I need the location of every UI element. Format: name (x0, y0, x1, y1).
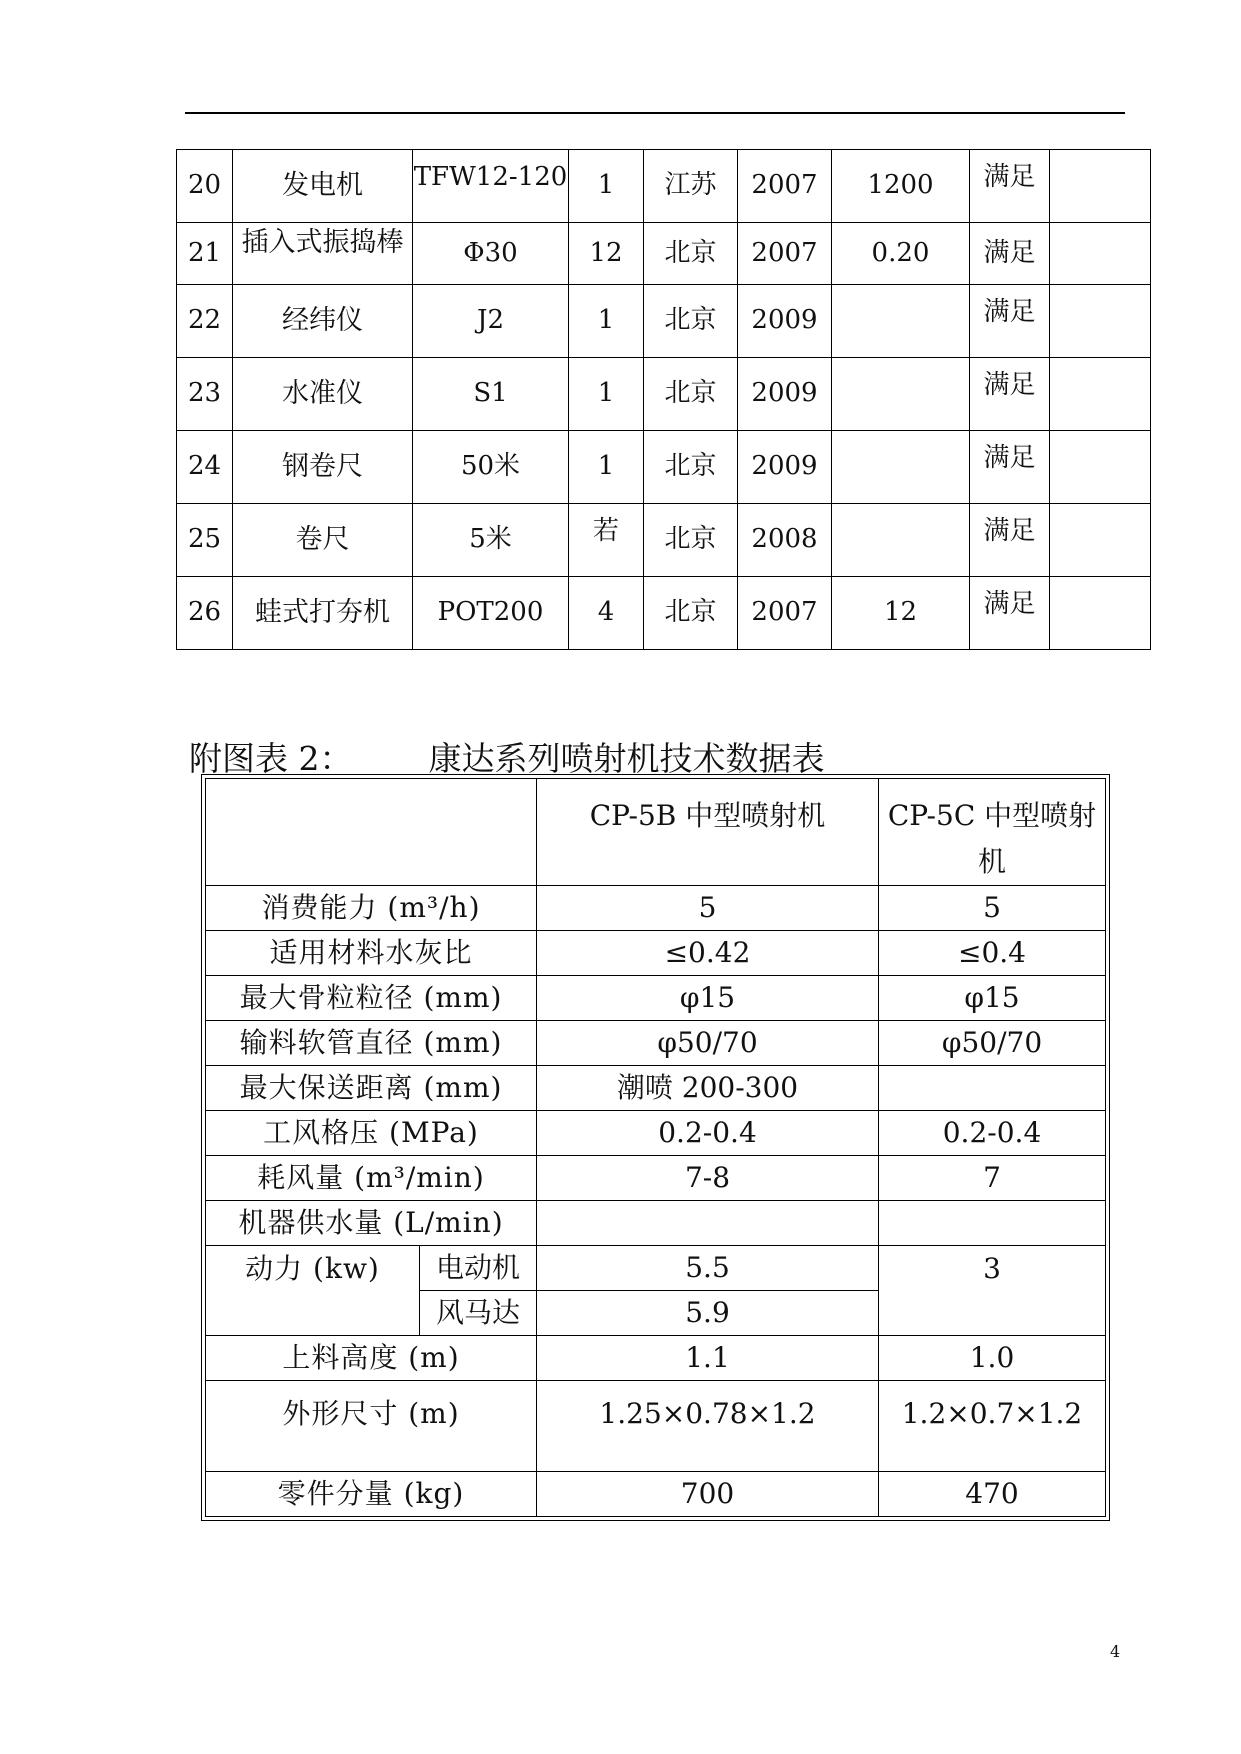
spec-label: 外形尺寸 (m) (206, 1381, 537, 1472)
equipment-status: 满足 (970, 150, 1050, 223)
header-model-cp5c: CP-5C 中型喷射机 (879, 779, 1106, 886)
header-blank (206, 779, 537, 886)
equipment-year: 2007 (738, 577, 832, 650)
equipment-model: POT200 (413, 577, 569, 650)
equipment-qty: 1 (569, 358, 644, 431)
equipment-name: 蛙式打夯机 (233, 577, 413, 650)
equipment-origin: 北京 (644, 223, 738, 285)
equipment-qty: 1 (569, 150, 644, 223)
header-model-cp5b: CP-5B 中型喷射机 (537, 779, 879, 886)
spec-value-cp5c: 470 (879, 1472, 1106, 1517)
equipment-model: J2 (413, 285, 569, 358)
equipment-model: S1 (413, 358, 569, 431)
table-row (206, 976, 1106, 1021)
equipment-origin: 北京 (644, 431, 738, 504)
spec-value-cp5b: 1.1 (537, 1336, 879, 1381)
spec-label: 输料软管直径 (mm) (206, 1021, 537, 1066)
equipment-origin: 北京 (644, 285, 738, 358)
equipment-status: 满足 (970, 504, 1050, 577)
equipment-status: 满足 (970, 223, 1050, 285)
spec-value-cp5b: 700 (537, 1472, 879, 1517)
spec-value-cp5b: φ50/70 (537, 1021, 879, 1066)
row-number: 24 (177, 431, 233, 504)
equipment-qty: 4 (569, 577, 644, 650)
spec-label: 消费能力 (m³/h) (206, 886, 537, 931)
spec-value-cp5b: 5.5 (537, 1246, 879, 1291)
table-row (177, 285, 1151, 358)
spec-value-cp5c: φ15 (879, 976, 1106, 1021)
table-row (206, 1021, 1106, 1066)
power-label: 动力 (kw) (206, 1246, 420, 1336)
page-number: 4 (1110, 1642, 1121, 1661)
equipment-year: 2007 (738, 150, 832, 223)
spec-value-cp5c (879, 1201, 1106, 1246)
equipment-status: 满足 (970, 431, 1050, 504)
row-number: 20 (177, 150, 233, 223)
spec-value-cp5c: 0.2-0.4 (879, 1111, 1106, 1156)
equipment-year: 2009 (738, 431, 832, 504)
equipment-name (233, 223, 413, 285)
spec-label: 最大骨粒粒径 (mm) (206, 976, 537, 1021)
equipment-model: 50米 (413, 431, 569, 504)
table-row (177, 504, 1151, 577)
table-row (206, 1201, 1106, 1246)
equipment-qty: 若 (569, 504, 644, 577)
spec-value-cp5c: 1.0 (879, 1336, 1106, 1381)
row-number: 21 (177, 223, 233, 285)
spec-label: 零件分量 (kg) (206, 1472, 537, 1517)
equipment-remark (1050, 577, 1151, 650)
spec-table-frame (201, 774, 1110, 1521)
spec-value-cp5b: 1.25×0.78×1.2 (537, 1381, 879, 1472)
spec-value-cp5b: ≤0.42 (537, 931, 879, 976)
equipment-name: 经纬仪 (233, 285, 413, 358)
equipment-remark (1050, 285, 1151, 358)
spec-value-cp5b: 5 (537, 886, 879, 931)
equipment-power: 12 (832, 577, 970, 650)
table-row (177, 358, 1151, 431)
row-number: 22 (177, 285, 233, 358)
table-row (177, 150, 1151, 223)
equipment-name: 发电机 (233, 150, 413, 223)
equipment-table (176, 149, 1151, 650)
spec-value-cp5c: 3 (879, 1246, 1106, 1336)
equipment-remark (1050, 223, 1151, 285)
table-row (177, 223, 1151, 285)
spec-value-cp5c: 1.2×0.7×1.2 (879, 1381, 1106, 1472)
equipment-qty: 1 (569, 431, 644, 504)
spec-label: 工风格压 (MPa) (206, 1111, 537, 1156)
equipment-qty: 1 (569, 285, 644, 358)
power-sub-label: 风马达 (420, 1291, 537, 1336)
equipment-power (832, 358, 970, 431)
equipment-remark (1050, 358, 1151, 431)
equipment-power (832, 285, 970, 358)
equipment-status: 满足 (970, 577, 1050, 650)
header-row (206, 779, 1106, 886)
equipment-year: 2007 (738, 223, 832, 285)
spec-value-cp5b: φ15 (537, 976, 879, 1021)
equipment-remark (1050, 150, 1151, 223)
spec-value-cp5c: ≤0.4 (879, 931, 1106, 976)
equipment-model: TFW12-120 (413, 150, 569, 223)
equipment-origin: 北京 (644, 577, 738, 650)
equipment-status: 满足 (970, 358, 1050, 431)
table-row (206, 1246, 1106, 1291)
equipment-power (832, 504, 970, 577)
spec-value-cp5c: φ50/70 (879, 1021, 1106, 1066)
equipment-origin: 北京 (644, 504, 738, 577)
table-row (206, 886, 1106, 931)
equipment-name: 水准仪 (233, 358, 413, 431)
table-row (177, 577, 1151, 650)
equipment-remark (1050, 431, 1151, 504)
spec-table (205, 778, 1106, 1517)
equipment-model: 5米 (413, 504, 569, 577)
caption-title: 康达系列喷射机技术数据表 (428, 739, 825, 778)
spec-value-cp5c (879, 1066, 1106, 1111)
table-row (206, 1472, 1106, 1517)
row-number: 26 (177, 577, 233, 650)
equipment-year: 2009 (738, 285, 832, 358)
equipment-model: Φ30 (413, 223, 569, 285)
table-row (206, 1111, 1106, 1156)
equipment-qty: 12 (569, 223, 644, 285)
equipment-year: 2009 (738, 358, 832, 431)
spec-value-cp5b (537, 1201, 879, 1246)
spec-value-cp5c: 5 (879, 886, 1106, 931)
spec-value-cp5b: 0.2-0.4 (537, 1111, 879, 1156)
spec-label: 机器供水量 (L/min) (206, 1201, 537, 1246)
spec-label: 耗风量 (m³/min) (206, 1156, 537, 1201)
header-rule (185, 112, 1125, 114)
table-row (206, 931, 1106, 976)
power-sub-label: 电动机 (420, 1246, 537, 1291)
spec-value-cp5c: 7 (879, 1156, 1106, 1201)
equipment-power (832, 431, 970, 504)
equipment-remark (1050, 504, 1151, 577)
spec-value-cp5b: 潮喷 200-300 (537, 1066, 879, 1111)
spec-value-cp5b: 7-8 (537, 1156, 879, 1201)
table-row (177, 431, 1151, 504)
table-row (206, 1381, 1106, 1472)
caption-label: 附图表 2： (189, 739, 353, 778)
spec-label: 上料高度 (m) (206, 1336, 537, 1381)
equipment-name: 卷尺 (233, 504, 413, 577)
table-caption (189, 733, 825, 780)
spec-value-cp5b: 5.9 (537, 1291, 879, 1336)
table-row (206, 1066, 1106, 1111)
equipment-year: 2008 (738, 504, 832, 577)
row-number: 25 (177, 504, 233, 577)
spec-label: 最大保送距离 (mm) (206, 1066, 537, 1111)
equipment-origin: 江苏 (644, 150, 738, 223)
equipment-power: 1200 (832, 150, 970, 223)
spec-label: 适用材料水灰比 (206, 931, 537, 976)
equipment-name: 钢卷尺 (233, 431, 413, 504)
equipment-origin: 北京 (644, 358, 738, 431)
equipment-power: 0.20 (832, 223, 970, 285)
row-number: 23 (177, 358, 233, 431)
table-row (206, 1156, 1106, 1201)
equipment-status: 满足 (970, 285, 1050, 358)
table-row (206, 1336, 1106, 1381)
equipment-name-text: 插入式振捣棒 (241, 227, 404, 258)
